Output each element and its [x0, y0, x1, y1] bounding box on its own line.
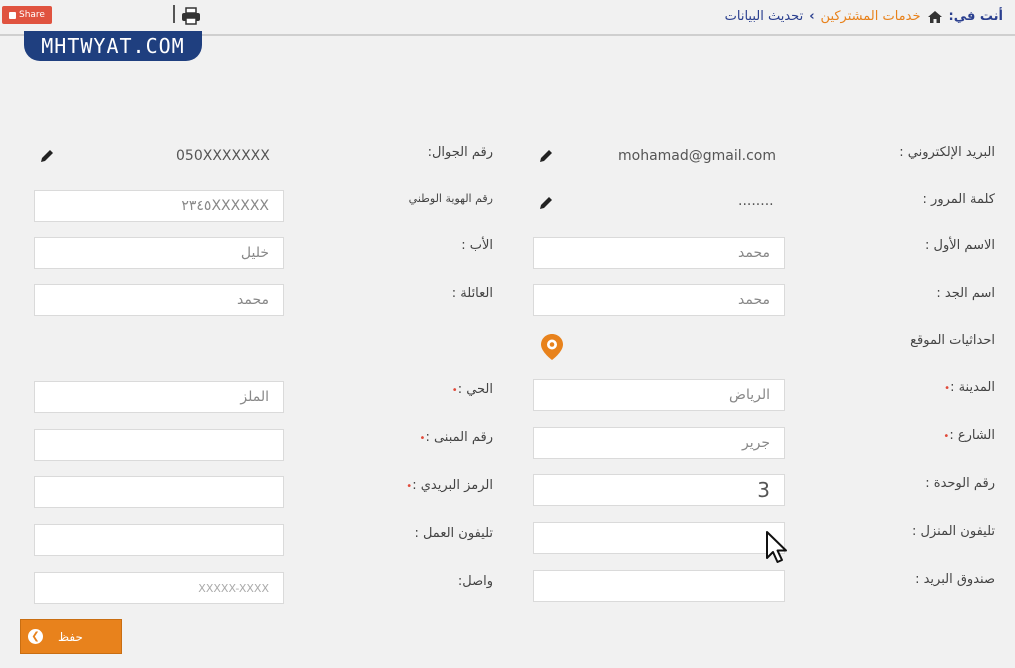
breadcrumb-services-link[interactable]: خدمات المشتركين: [820, 9, 921, 24]
toolbar-divider: [173, 5, 175, 23]
home-phone-label: تليفون المنزل :: [912, 524, 995, 539]
breadcrumb-current: تحديث البيانات: [724, 9, 804, 24]
required-marker: •: [451, 385, 458, 396]
first-name-input[interactable]: [533, 237, 785, 269]
family-name-input[interactable]: [34, 284, 284, 316]
city-input[interactable]: [533, 379, 785, 411]
required-marker: •: [419, 433, 426, 444]
building-number-input[interactable]: [34, 429, 284, 461]
edit-password-pencil-icon[interactable]: [537, 194, 555, 212]
save-button[interactable]: [20, 619, 122, 654]
grandfather-name-input[interactable]: [533, 284, 785, 316]
unit-number-label: رقم الوحدة :: [925, 476, 995, 491]
print-icon[interactable]: [181, 7, 201, 25]
share-icon: [9, 12, 16, 19]
logo-text: MHTWYAT.COM: [41, 34, 185, 58]
arrow-circle-icon: ❮: [28, 629, 43, 644]
city-label: المدينة :•: [944, 380, 995, 395]
home-phone-input[interactable]: [533, 522, 785, 554]
wasel-input[interactable]: [34, 572, 284, 604]
national-id-input[interactable]: [34, 190, 284, 222]
email-value: mohamad@gmail.com: [618, 148, 776, 164]
save-button-label: حفظ: [58, 629, 83, 644]
location-pin-icon[interactable]: [539, 332, 565, 362]
edit-mobile-pencil-icon[interactable]: [38, 147, 56, 165]
password-label: كلمة المرور :: [922, 192, 995, 207]
father-name-label: الأب :: [461, 238, 493, 253]
site-logo: [24, 31, 202, 61]
work-phone-label: تليفون العمل :: [414, 526, 493, 541]
building-number-label: رقم المبنى :•: [419, 430, 493, 445]
street-input[interactable]: [533, 427, 785, 459]
location-label: احداثيات الموقع: [910, 333, 995, 348]
po-box-input[interactable]: [533, 570, 785, 602]
family-name-label: العائلة :: [451, 286, 493, 301]
home-icon[interactable]: [927, 10, 943, 24]
unit-number-input[interactable]: [533, 474, 785, 506]
mobile-value: 050XXXXXXX: [176, 148, 270, 164]
required-marker: •: [944, 383, 951, 394]
email-label: البريد الإلكتروني :: [899, 145, 995, 160]
work-phone-input[interactable]: [34, 524, 284, 556]
share-button[interactable]: [2, 6, 52, 24]
first-name-label: الاسم الأول :: [925, 238, 995, 253]
required-marker: •: [406, 481, 413, 492]
breadcrumb-prefix: أنت في:: [948, 9, 1003, 24]
password-value: ........: [738, 193, 774, 209]
mobile-label: رقم الجوال:: [427, 145, 493, 160]
required-marker: •: [943, 431, 950, 442]
share-label: Share: [19, 10, 45, 20]
postal-code-label: الرمز البريدي :•: [406, 478, 493, 493]
edit-email-pencil-icon[interactable]: [537, 147, 555, 165]
street-label: الشارع :•: [943, 428, 995, 443]
mouse-cursor-icon: [765, 530, 791, 566]
postal-code-input[interactable]: [34, 476, 284, 508]
father-name-input[interactable]: [34, 237, 284, 269]
wasel-label: واصل:: [457, 574, 493, 589]
breadcrumb: [725, 9, 1003, 24]
district-input[interactable]: [34, 381, 284, 413]
grandfather-name-label: اسم الجد :: [936, 286, 995, 301]
po-box-label: صندوق البريد :: [915, 572, 995, 587]
national-id-label: رقم الهوية الوطني: [408, 192, 493, 205]
breadcrumb-separator: ›: [809, 9, 815, 24]
district-label: الحي :•: [451, 382, 493, 397]
